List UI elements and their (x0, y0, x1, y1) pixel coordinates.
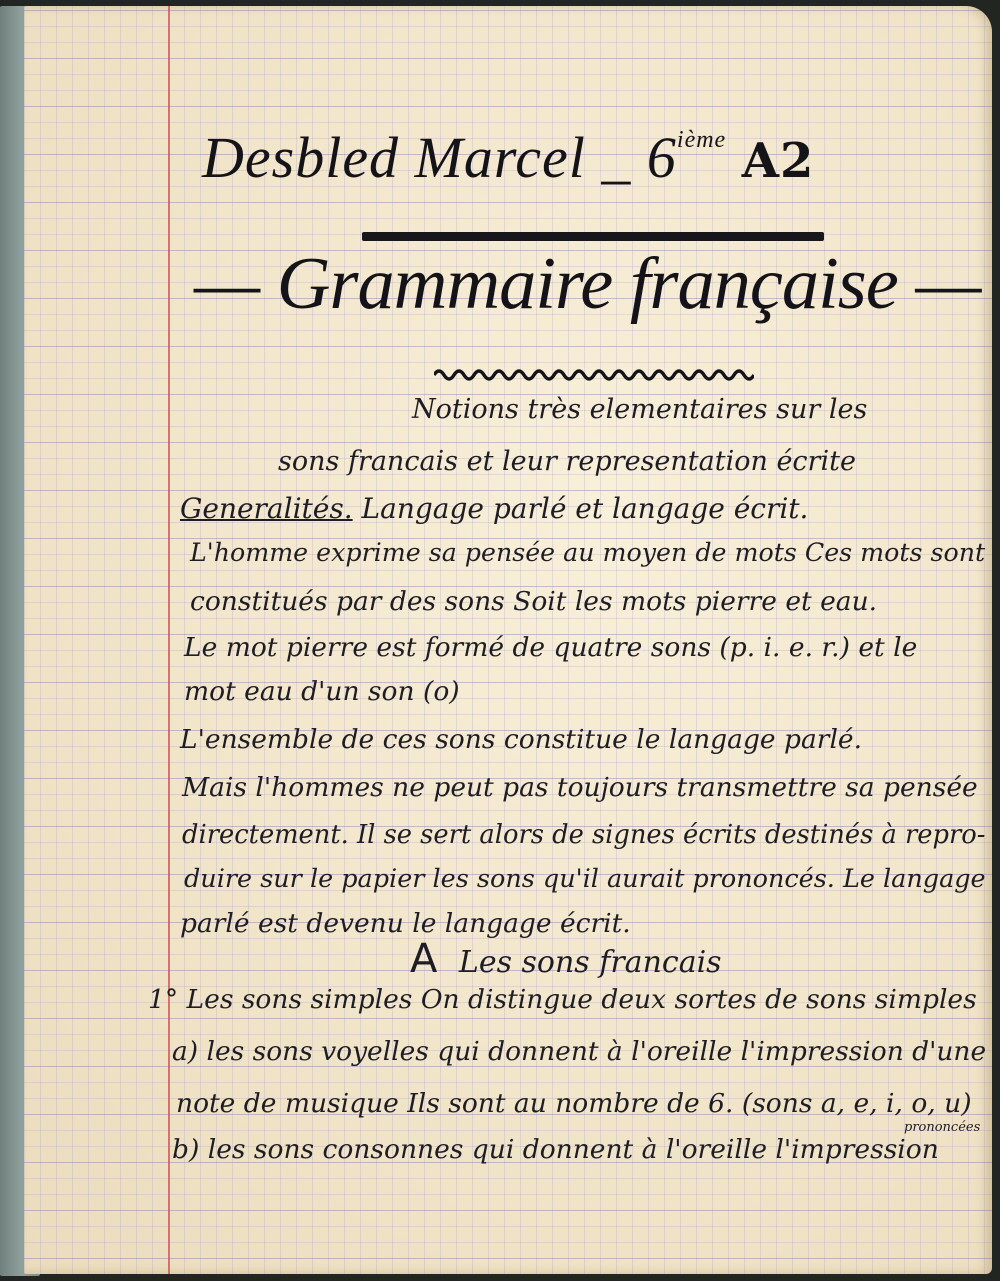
closing-line: 1° Les sons simples On distingue deux sortes de sons simples (148, 984, 977, 1015)
closing-line: b) les sons consonnes qui donnent à l'oreille l'impression (172, 1134, 939, 1165)
class-group: A2 (741, 133, 815, 189)
closing-line: note de musique Ils sont au nombre de 6. (sons a, e, i, o, u) (176, 1088, 972, 1119)
closing-line: a) les sons voyelles qui donnent à l'oreille l'impression d'une (172, 1036, 987, 1067)
subtitle-line-1: Notions très elementaires sur les (412, 394, 868, 425)
part-heading (410, 936, 722, 982)
title-underline (362, 232, 824, 241)
student-name-line (202, 124, 814, 191)
subtitle-line-2: sons francais et leur representation écrite (278, 446, 856, 477)
page-title: — Grammaire française — (194, 243, 981, 325)
section-heading (180, 492, 808, 525)
class-number: 6 (646, 125, 677, 190)
student-name: Desbled Marcel (202, 125, 586, 190)
name-dash: _ (601, 125, 632, 190)
body-line: directement. Il se sert alors de signes écrits destinés à repro- (182, 820, 986, 850)
notebook-page (24, 6, 992, 1274)
body-line: parlé est devenu le langage écrit. (180, 908, 631, 939)
class-suffix: ième (676, 127, 727, 153)
body-line: duire sur le papier les sons qu'il aurait prononcés. Le langage (184, 864, 986, 894)
decorative-flourish (434, 366, 754, 382)
section-heading-rest: Langage parlé et langage écrit. (361, 492, 809, 525)
part-heading-text: Les sons francais (458, 945, 722, 980)
part-heading-letter: A (410, 936, 438, 982)
body-line: L'homme exprime sa pensée au moyen de mots Ces mots sont (190, 538, 986, 567)
body-line: constitués par des sons Soit les mots pierre et eau. (190, 586, 878, 617)
margin-rule (168, 6, 170, 1274)
body-line: Le mot pierre est formé de quatre sons (p. i. e. r.) et le (184, 632, 918, 663)
body-line: Mais l'hommes ne peut pas toujours transmettre sa pensée (182, 772, 978, 803)
section-heading-underlined: Generalités. (180, 492, 353, 525)
margin-note: prononcées (904, 1120, 981, 1135)
body-line: L'ensemble de ces sons constitue le langage parlé. (180, 724, 863, 755)
body-line: mot eau d'un son (o) (184, 676, 460, 707)
